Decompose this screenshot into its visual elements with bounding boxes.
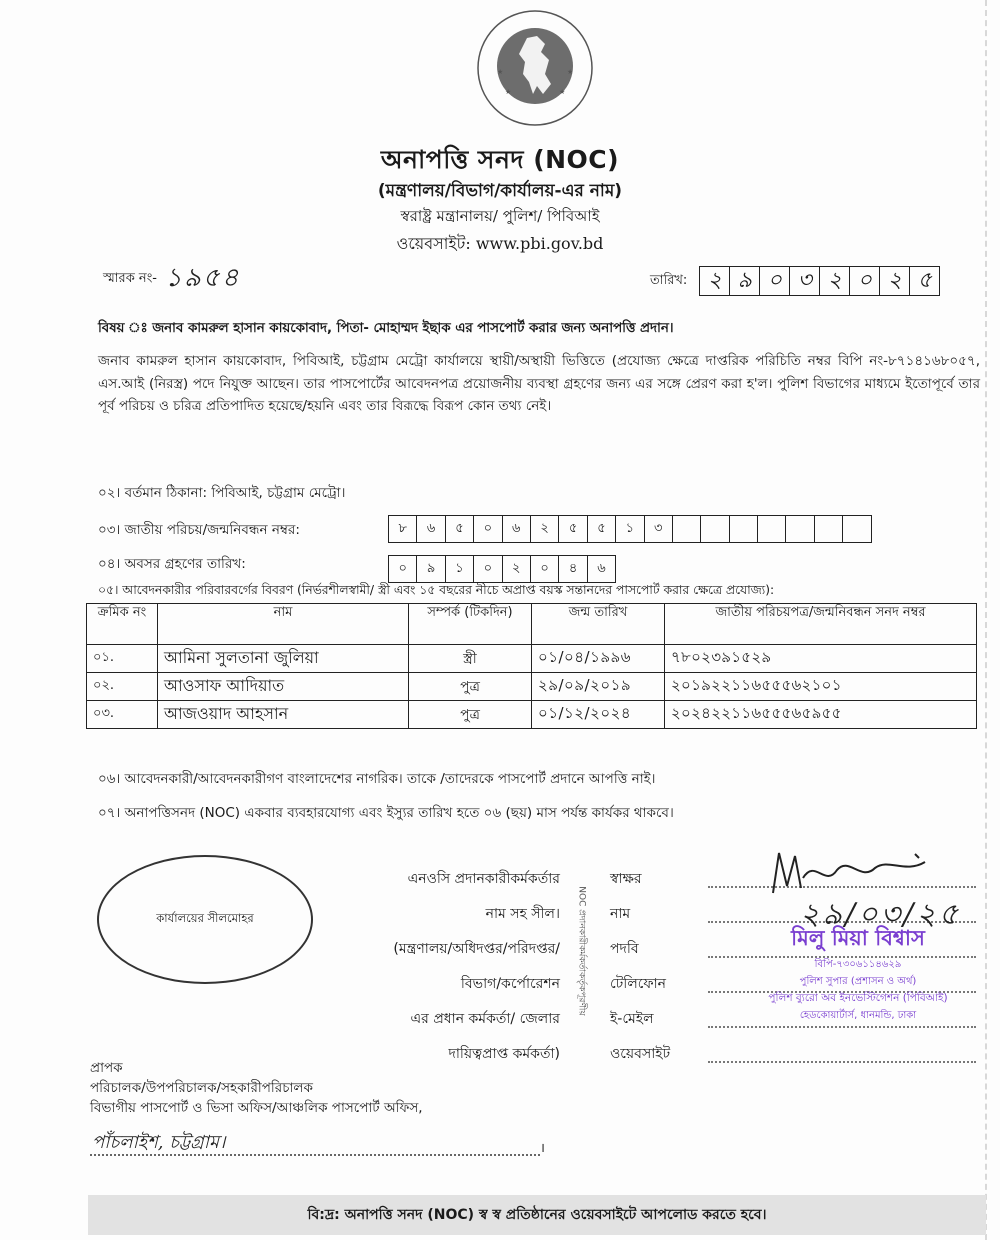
nid-digit-box: ৬ [503,516,531,542]
svg-text:★: ★ [567,68,574,76]
cell-dob: ০১/০৪/১৯৯৬ [532,645,665,673]
recipient-address-line [90,1130,540,1156]
nid-digit-box [815,516,843,542]
table-row [87,673,977,701]
government-seal-logo [475,8,595,128]
field-designation-label: পদবি [610,941,639,957]
recipient-end-mark: । [540,1141,545,1156]
cell-serial: ০২. [87,673,158,701]
cell-relation: পুত্র [409,701,532,729]
nid-digit-box: ০ [474,516,502,542]
retirement-boxes [388,555,616,583]
family-label: ০৫। আবেদনকারীর পরিবারবর্গের বিবরণ (নির্ভরশীলস্বামী/ স্ত্রী এবং ১৫ বছরের নীচে অপ্রাপ্ত বয়স্ক সন্তানদের পাসপোর্ট করার ক্ষেত্রে প্রযোজ্য): [98,583,775,597]
officer-line: বিভাগ/কর্পোরেশন [460,976,560,992]
email-line [708,1026,976,1028]
cell-serial: ০৩. [87,701,158,729]
nid-digit-box [730,516,758,542]
nid-digit-box: ৮ [389,516,417,542]
officer-line: নাম সহ সীল। [485,906,560,922]
nid-digit-box: ৫ [559,516,587,542]
date-digit-box: ০ [760,267,790,295]
header-serial: ক্রমিক নং [87,604,158,645]
retirement-digit-box: ৪ [559,556,587,582]
header-name: নাম [158,604,409,645]
ministry-line: স্বরাষ্ট্র মন্ত্রানালয়/ পুলিশ/ পিবিআই [400,207,600,225]
officer-line: এনওসি প্রদানকারীকর্মকর্তার [407,871,560,887]
retirement-digit-box: ০ [531,556,559,582]
retirement-label: ০৪। অবসর গ্রহণের তারিখ: [98,556,246,572]
table-row [87,645,977,673]
recipient-line1: পরিচালক/উপপরিচালক/সহকারীপরিচালক [90,1080,313,1096]
svg-text:★: ★ [497,68,504,76]
nid-digit-box [843,516,870,542]
recipient-block [90,1058,423,1118]
nid-digit-box [758,516,786,542]
cell-name: আজওয়াদ আহসান [158,701,409,729]
cell-name: আওসাফ আদিয়াত [158,673,409,701]
footer-note-text: বি:দ্র: অনাপত্তি সনদ (NOC) স্ব স্ব প্রতিষ্ঠানের ওয়েবসাইটে আপলোড করতে হবে। [307,1207,767,1223]
nid-label: ০৩। জাতীয় পরিচয়/জন্মনিবন্ধন নম্বর: [98,522,300,538]
nid-digit-box: ৫ [446,516,474,542]
svg-text:★: ★ [505,88,512,96]
stamp-designation: পুলিশ সুপার (প্রশাসন ও অর্থ) [799,976,917,987]
nid-digit-box: ১ [616,516,644,542]
stamp-address: হেডকোয়ার্টার্স, ধানমন্ডি, ঢাকা [799,1010,917,1021]
header-relation: সম্পর্ক (টিকদিন) [409,604,532,645]
website-line: ওয়েবসাইট: www.pbi.gov.bd [396,234,604,253]
cell-relation: স্ত্রী [409,645,532,673]
officer-stamp [738,922,978,1025]
cell-id: ২০২৪২২১১৬৫৫৫৬৫৯৫৫ [665,701,977,729]
header-id: জাতীয় পরিচয়পত্র/জন্মনিবন্ধন সনদ নম্বর [665,604,977,645]
cell-id: ৭৮০২৩৯১৫২৯ [665,645,977,673]
nid-digit-box: ৫ [588,516,616,542]
officer-description [320,862,560,1072]
memo-number [103,257,240,301]
date-digit-box: ২ [700,267,730,295]
signature-date: ২৯/০৩/২৫ [800,897,962,932]
nid-digit-box [701,516,729,542]
svg-text:★: ★ [559,88,566,96]
retirement-digit-box: ২ [503,556,531,582]
vertical-note-text: NOC প্রদানকারীকর্মকর্তাকর্তৃকপূরণীয় [576,885,587,1016]
date-digit-box: ২ [880,267,910,295]
nid-digit-box: ২ [531,516,559,542]
field-telephone-label: টেলিফোন [610,976,667,992]
stamp-office: পুলিশ ব্যুরো অব ইনভেস্টিগেশন (পিবিআই) [768,992,948,1004]
issue-date [650,266,940,296]
field-email-label: ই-মেইল [610,1011,654,1027]
table-header-row [87,604,977,645]
nid-digit-box: ৬ [417,516,445,542]
date-boxes [699,266,940,296]
retirement-digit-box: ৯ [417,556,445,582]
validity-statement: ০৭। অনাপত্তিসনদ (NOC) একবার ব্যবহারযোগ্য এবং ইস্যুর তারিখ হতে ০৬ (ছয়) মাস পর্যন্ত কার্যকর থাকবে। [98,805,674,821]
recipient-label: প্রাপক [90,1060,123,1076]
cell-name: আমিনা সুলতানা জুলিয়া [158,645,409,673]
date-digit-box: ৯ [730,267,760,295]
nid-boxes [388,515,872,543]
retirement-digit-box: ১ [446,556,474,582]
cell-id: ২০১৯২২১১৬৫৫৫৬২১০১ [665,673,977,701]
field-website-label: ওয়েবসাইট [610,1046,671,1062]
retirement-digit-box: ৬ [597,560,606,576]
retirement-digit-box: ০ [474,556,502,582]
stamp-bp-number: বিপি-৭৩০৬১১৪৬২৯ [814,959,902,970]
signature-fields [610,862,670,1072]
stamp-officer-name: মিলু মিয়া বিশ্বাস [791,926,925,950]
nid-digit-box: ৩ [645,516,673,542]
office-seal-placeholder [97,855,313,984]
memo-value: ১৯৫৪ [164,263,241,293]
subject-line: বিষয় ঃ জনাব কামরুল হাসান কায়কোবাদ, পিতা- মোহাম্মদ ইছাক এর পাসপোর্ট করার জন্য অনাপত্তি প্রদান। [98,321,674,336]
officer-line: এর প্রধান কর্মকর্তা/ জেলার [410,1011,560,1027]
date-digit-box: ০ [850,267,880,295]
office-seal-label: কার্যালয়ের সীলমোহর [156,911,254,925]
date-label: তারিখ: [650,272,688,288]
family-table [86,603,977,729]
cell-dob: ২৯/০৯/২০১৯ [532,673,665,701]
memo-label: স্মারক নং- [103,270,157,286]
nid-digit-box [673,516,701,542]
cell-serial: ০১. [87,645,158,673]
officer-line: (মন্ত্রণালয়/অধিদপ্তর/পরিদপ্তর/ [393,941,560,957]
cell-dob: ০১/১২/২০২৪ [532,701,665,729]
footer-note [88,1195,986,1235]
date-digit-box: ৩ [790,267,820,295]
document-title: অনাপত্তি সনদ (NOC) [380,145,620,174]
cell-relation: পুত্র [409,673,532,701]
recipient-handwritten: পাঁচলাইশ, চট্টগ্রাম। [92,1132,226,1153]
nid-digit-box [786,516,814,542]
field-signature-label: স্বাক্ষর [610,871,642,887]
date-digit-box: ২ [820,267,850,295]
recipient-line2: বিভাগীয় পাসপোর্ট ও ভিসা অফিস/আঞ্চলিক পাসপোর্ট অফিস, [90,1100,423,1116]
date-digit-box: ৫ [917,267,932,293]
officer-line: দায়িত্বপ্রাপ্ত কর্মকর্তা) [448,1046,560,1062]
retirement-digit-box: ০ [389,556,417,582]
citizenship-statement: ০৬। আবেদনকারী/আবেদনকারীগণ বাংলাদেশের নাগরিক। তাকে /তাদেরকে পাসপোর্ট প্রদানে আপত্তি নাই। [98,771,656,787]
header-dob: জন্ম তারিখ [532,604,665,645]
website-line-blank [708,1061,976,1063]
field-name-label: নাম [610,906,631,922]
current-address: ০২। বর্তমান ঠিকানা: পিবিআই, চট্টগ্রাম মেট্রো। [98,485,346,501]
body-paragraph: জনাব কামরুল হাসান কায়কোবাদ, পিবিআই, চট্টগ্রাম মেট্রো কার্যালয়ে স্থায়ী/অস্থায়ী ভিত্তিতে (প্রযোজ্য ক্ষেত্রে দাপ্তরিক পরিচিতি নম্বর বিপি নং-৮৭১৪১৬৮০৫৭, এস.আই (নিরস্ত্র) পদে নিযুক্ত আছেন। তার পাসপোর্টের আবেদনপত্র প্রয়োজনীয় ব্যবস্থা গ্রহণের জন্য এর সঙ্গে প্রেরণ করা হ'ল। পুলিশ বিভাগের মাধ্যমে ইতোপূর্বে তার পূর্ব পরিচয় ও চরিত্র প্রতিপাদিত হয়েছে/হয়নি এবং তার বিরূদ্ধে বিরূপ কোন তথ্য নেই। [98,353,980,414]
document-subtitle: (মন্ত্রণালয়/বিভাগ/কার্যালয়-এর নাম) [377,181,623,201]
table-row [87,701,977,729]
vertical-note [573,868,591,1033]
